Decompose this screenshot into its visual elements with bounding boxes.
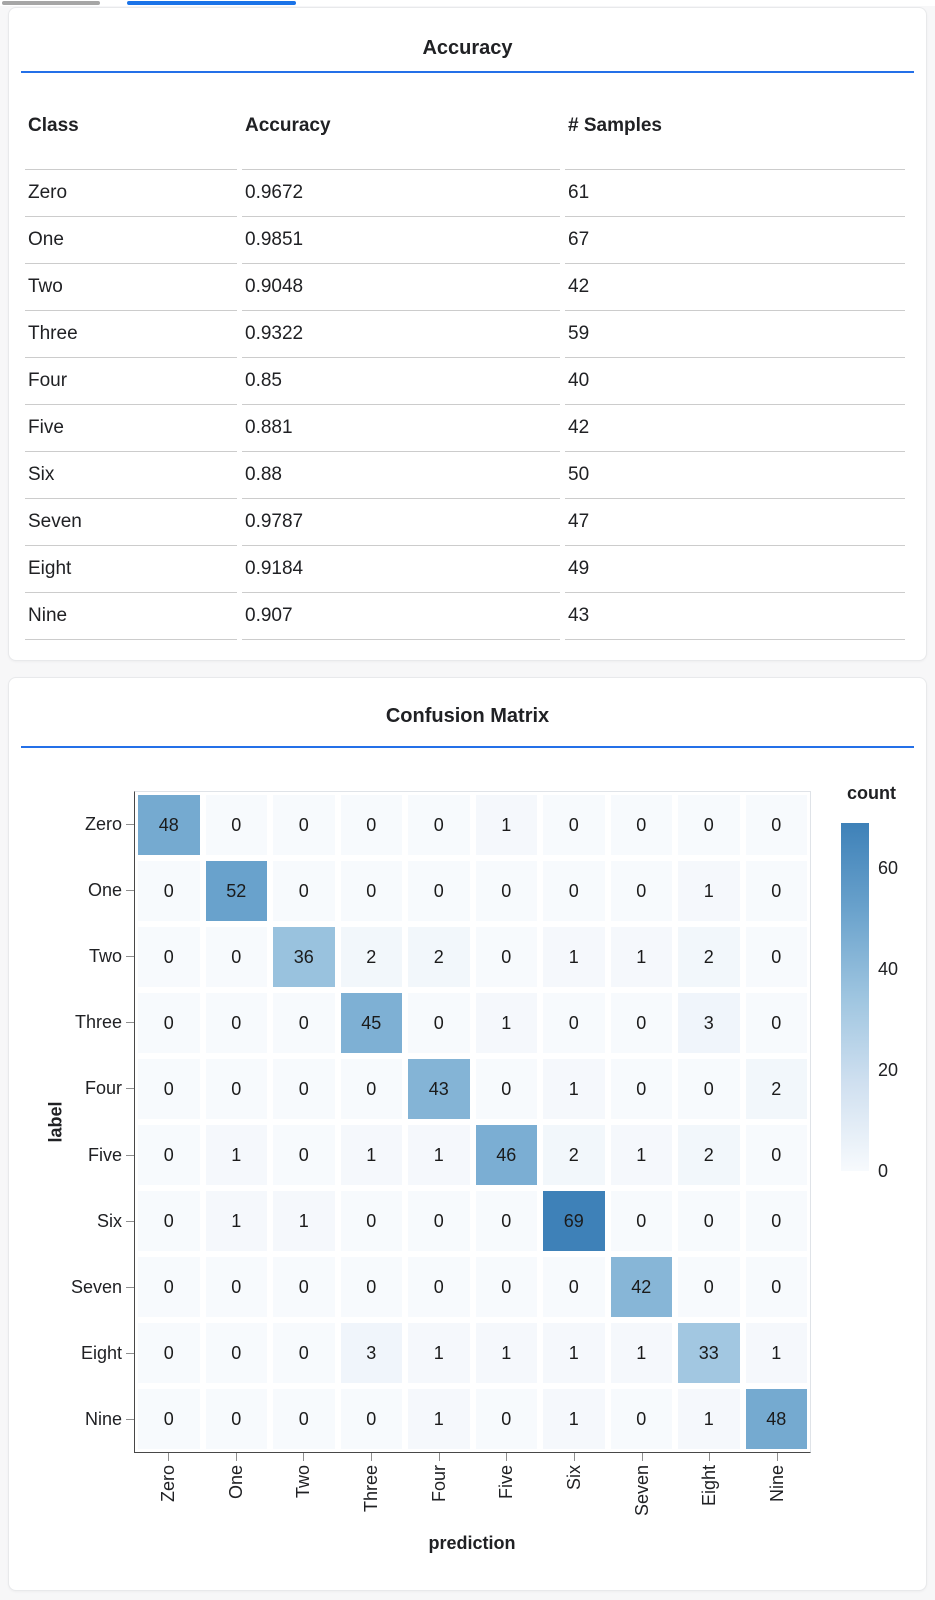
matrix-cell: 0 bbox=[476, 861, 538, 921]
matrix-cell: 46 bbox=[476, 1125, 538, 1185]
matrix-cell: 0 bbox=[273, 1059, 335, 1119]
table-cell: Eight bbox=[25, 546, 237, 593]
table-row bbox=[25, 311, 905, 358]
table-cell: Zero bbox=[25, 170, 237, 217]
column-header: Class bbox=[25, 115, 237, 170]
y-axis-label: Eight bbox=[9, 1343, 134, 1365]
matrix-cell: 2 bbox=[543, 1125, 605, 1185]
table-cell: 61 bbox=[565, 170, 905, 217]
matrix-cell: 0 bbox=[138, 1125, 200, 1185]
matrix-cell: 1 bbox=[476, 795, 538, 855]
x-axis-title: prediction bbox=[428, 1533, 516, 1553]
table-cell: One bbox=[25, 217, 237, 264]
matrix-cell: 0 bbox=[273, 795, 335, 855]
matrix-cell: 0 bbox=[341, 795, 403, 855]
matrix-cell: 0 bbox=[341, 1389, 403, 1449]
table-cell: Three bbox=[25, 311, 237, 358]
matrix-cell: 0 bbox=[543, 861, 605, 921]
x-tick bbox=[574, 1453, 575, 1461]
legend-tick-label: 20 bbox=[878, 1060, 899, 1081]
matrix-cell: 1 bbox=[678, 861, 740, 921]
table-cell: Seven bbox=[25, 499, 237, 546]
matrix-cell: 0 bbox=[408, 795, 470, 855]
matrix-cell: 0 bbox=[678, 1059, 740, 1119]
table-cell: 0.881 bbox=[242, 405, 560, 452]
x-tick bbox=[709, 1453, 710, 1461]
matrix-cell: 1 bbox=[476, 1323, 538, 1383]
matrix-cell: 45 bbox=[341, 993, 403, 1053]
matrix-cell: 1 bbox=[543, 1059, 605, 1119]
confusion-matrix-chart: 48 0 0 0 0 1 0 0 0 0 0 52 0 0 0 0 0 0 1 0 0 0 36 2 2 0 1 1 2 0 0 0 0 45 0 1 0 0 3 0 0 0 0 0 43 0 1 0 0 2 0 1 0 1 1 46 2 1 2 0 0 1 1 0 0 0 69 0 0 0 0 0 0 0 0 0 0 42 0 0 0 0 0 3 1 1 1 1 33 1 0 0 0 0 1 0 1 0 1 48 Zero One Two Three Four Five Six Seven Eight Nine Zero One Two Three Four Five Six Seven Eight Nine label prediction count 60 40 20 0 bbox=[9, 678, 926, 1590]
matrix-cell: 0 bbox=[611, 861, 673, 921]
matrix-cell: 0 bbox=[611, 1389, 673, 1449]
table-row bbox=[25, 546, 905, 593]
matrix-cell: 0 bbox=[341, 861, 403, 921]
table-cell: 0.9322 bbox=[242, 311, 560, 358]
table-cell: Six bbox=[25, 452, 237, 499]
table-row bbox=[25, 264, 905, 311]
matrix-cell: 1 bbox=[408, 1323, 470, 1383]
table-cell: 49 bbox=[565, 546, 905, 593]
matrix-cell: 1 bbox=[273, 1191, 335, 1251]
matrix-cell: 0 bbox=[206, 1389, 268, 1449]
matrix-cell: 0 bbox=[611, 1059, 673, 1119]
confusion-matrix-card bbox=[8, 677, 927, 1591]
table-cell: 42 bbox=[565, 264, 905, 311]
table-cell: 40 bbox=[565, 358, 905, 405]
accuracy-card-title: Accuracy bbox=[422, 37, 513, 59]
table-cell: 50 bbox=[565, 452, 905, 499]
matrix-cell: 1 bbox=[543, 1323, 605, 1383]
matrix-cell: 0 bbox=[746, 1191, 808, 1251]
matrix-cell: 0 bbox=[408, 1257, 470, 1317]
matrix-cell: 69 bbox=[543, 1191, 605, 1251]
matrix-cell: 0 bbox=[611, 1191, 673, 1251]
matrix-cell: 0 bbox=[678, 795, 740, 855]
matrix-cell: 2 bbox=[746, 1059, 808, 1119]
table-cell: 0.85 bbox=[242, 358, 560, 405]
matrix-cell: 0 bbox=[206, 795, 268, 855]
matrix-cell: 0 bbox=[138, 1257, 200, 1317]
matrix-cell: 48 bbox=[746, 1389, 808, 1449]
matrix-cell: 0 bbox=[138, 1323, 200, 1383]
legend-tick-label: 60 bbox=[878, 858, 899, 879]
matrix-cell: 2 bbox=[341, 927, 403, 987]
matrix-cell: 48 bbox=[138, 795, 200, 855]
table-cell: Two bbox=[25, 264, 237, 311]
matrix-cell: 3 bbox=[341, 1323, 403, 1383]
matrix-cell: 0 bbox=[678, 1191, 740, 1251]
y-tick bbox=[126, 1221, 134, 1222]
matrix-cell: 0 bbox=[138, 993, 200, 1053]
legend-tick-label: 40 bbox=[878, 959, 899, 980]
matrix-cell: 0 bbox=[678, 1257, 740, 1317]
matrix-cell: 1 bbox=[678, 1389, 740, 1449]
matrix-cell: 0 bbox=[476, 1389, 538, 1449]
matrix-cell: 42 bbox=[611, 1257, 673, 1317]
y-tick bbox=[126, 1353, 134, 1354]
matrix-cell: 0 bbox=[138, 927, 200, 987]
matrix-cell: 2 bbox=[408, 927, 470, 987]
matrix-cell: 0 bbox=[746, 795, 808, 855]
matrix-cell: 0 bbox=[746, 861, 808, 921]
heatmap-plot-area bbox=[134, 791, 811, 1453]
table-cell: 42 bbox=[565, 405, 905, 452]
matrix-cell: 0 bbox=[408, 993, 470, 1053]
table-cell: Four bbox=[25, 358, 237, 405]
matrix-cell: 0 bbox=[206, 1257, 268, 1317]
table-row bbox=[25, 170, 905, 217]
tab-strip bbox=[0, 0, 935, 6]
column-header: # Samples bbox=[565, 115, 905, 170]
legend-tick-label: 0 bbox=[878, 1161, 889, 1181]
matrix-cell: 0 bbox=[476, 1191, 538, 1251]
matrix-cell: 0 bbox=[273, 1323, 335, 1383]
matrix-cell: 0 bbox=[611, 993, 673, 1053]
matrix-cell: 1 bbox=[341, 1125, 403, 1185]
y-tick bbox=[126, 1419, 134, 1420]
y-axis-label: Five bbox=[9, 1144, 134, 1166]
matrix-cell: 0 bbox=[746, 1257, 808, 1317]
column-header: Accuracy bbox=[242, 115, 560, 170]
table-cell: 0.9851 bbox=[242, 217, 560, 264]
matrix-cell: 0 bbox=[746, 1125, 808, 1185]
matrix-cell: 0 bbox=[341, 1059, 403, 1119]
matrix-cell: 1 bbox=[206, 1191, 268, 1251]
matrix-cell: 0 bbox=[341, 1191, 403, 1251]
x-tick bbox=[439, 1453, 440, 1461]
x-tick bbox=[168, 1453, 169, 1461]
matrix-cell: 1 bbox=[543, 927, 605, 987]
matrix-cell: 0 bbox=[138, 1059, 200, 1119]
matrix-cell: 0 bbox=[273, 1125, 335, 1185]
matrix-cell: 0 bbox=[138, 1191, 200, 1251]
matrix-cell: 0 bbox=[206, 993, 268, 1053]
matrix-cell: 3 bbox=[678, 993, 740, 1053]
table-row bbox=[25, 217, 905, 264]
y-axis-label: Nine bbox=[9, 1409, 134, 1431]
x-tick bbox=[371, 1453, 372, 1461]
y-tick bbox=[126, 1287, 134, 1288]
table-cell: 0.9672 bbox=[242, 170, 560, 217]
accuracy-table bbox=[25, 115, 905, 640]
tab-indicator-inactive[interactable] bbox=[2, 1, 100, 5]
table-cell: 43 bbox=[565, 593, 905, 640]
matrix-cell: 0 bbox=[543, 993, 605, 1053]
y-tick bbox=[126, 824, 134, 825]
y-axis-label: Zero bbox=[9, 813, 134, 835]
matrix-cell: 33 bbox=[678, 1323, 740, 1383]
matrix-cell: 1 bbox=[611, 1125, 673, 1185]
matrix-cell: 0 bbox=[611, 795, 673, 855]
matrix-cell: 1 bbox=[408, 1125, 470, 1185]
y-tick bbox=[126, 1022, 134, 1023]
matrix-cell: 1 bbox=[543, 1389, 605, 1449]
y-tick bbox=[126, 1088, 134, 1089]
matrix-cell: 52 bbox=[206, 861, 268, 921]
table-cell: 0.9184 bbox=[242, 546, 560, 593]
y-tick bbox=[126, 956, 134, 957]
table-cell: Nine bbox=[25, 593, 237, 640]
matrix-cell: 0 bbox=[476, 1059, 538, 1119]
matrix-cell: 1 bbox=[408, 1389, 470, 1449]
matrix-cell: 0 bbox=[273, 1389, 335, 1449]
table-row bbox=[25, 593, 905, 640]
matrix-cell: 2 bbox=[678, 1125, 740, 1185]
matrix-cell: 36 bbox=[273, 927, 335, 987]
legend-title: count bbox=[847, 783, 896, 803]
table-cell: 59 bbox=[565, 311, 905, 358]
y-axis-label: Seven bbox=[9, 1277, 134, 1299]
matrix-cell: 0 bbox=[138, 1389, 200, 1449]
matrix-cell: 0 bbox=[408, 861, 470, 921]
table-cell: 47 bbox=[565, 499, 905, 546]
table-row bbox=[25, 405, 905, 452]
legend-gradient-bar bbox=[841, 823, 869, 1171]
x-tick bbox=[236, 1453, 237, 1461]
x-tick bbox=[642, 1453, 643, 1461]
y-axis-label: Two bbox=[9, 946, 134, 968]
matrix-cell: 0 bbox=[746, 993, 808, 1053]
matrix-cell: 0 bbox=[206, 1059, 268, 1119]
y-axis-label: Three bbox=[9, 1012, 134, 1034]
x-tick bbox=[506, 1453, 507, 1461]
confusion-card-title: Confusion Matrix bbox=[385, 705, 550, 727]
matrix-cell: 1 bbox=[206, 1125, 268, 1185]
matrix-cell: 0 bbox=[273, 1257, 335, 1317]
matrix-cell: 1 bbox=[611, 1323, 673, 1383]
y-axis-label: One bbox=[9, 879, 134, 901]
table-cell: 0.9787 bbox=[242, 499, 560, 546]
matrix-cell: 0 bbox=[746, 927, 808, 987]
matrix-cell: 2 bbox=[678, 927, 740, 987]
table-row bbox=[25, 452, 905, 499]
matrix-cell: 0 bbox=[476, 927, 538, 987]
matrix-cell: 1 bbox=[611, 927, 673, 987]
table-cell: 0.9048 bbox=[242, 264, 560, 311]
matrix-cell: 0 bbox=[138, 861, 200, 921]
table-cell: 0.88 bbox=[242, 452, 560, 499]
matrix-cell: 0 bbox=[476, 1257, 538, 1317]
y-axis-label: Four bbox=[9, 1078, 134, 1100]
x-tick bbox=[303, 1453, 304, 1461]
matrix-cell: 0 bbox=[341, 1257, 403, 1317]
matrix-cell: 0 bbox=[273, 993, 335, 1053]
matrix-cell: 0 bbox=[543, 1257, 605, 1317]
matrix-cell: 0 bbox=[206, 1323, 268, 1383]
y-axis-label: Six bbox=[9, 1210, 134, 1232]
matrix-cell: 43 bbox=[408, 1059, 470, 1119]
matrix-cell: 0 bbox=[206, 927, 268, 987]
accuracy-title-underline bbox=[21, 71, 914, 73]
matrix-cell: 1 bbox=[476, 993, 538, 1053]
matrix-cell: 0 bbox=[543, 795, 605, 855]
table-row bbox=[25, 499, 905, 546]
accuracy-card bbox=[8, 7, 927, 661]
table-cell: 0.907 bbox=[242, 593, 560, 640]
x-tick bbox=[777, 1453, 778, 1461]
accuracy-table-header-row bbox=[25, 115, 905, 170]
y-tick bbox=[126, 1155, 134, 1156]
y-tick bbox=[126, 890, 134, 891]
matrix-cell: 0 bbox=[408, 1191, 470, 1251]
tab-indicator-active[interactable] bbox=[127, 1, 296, 5]
table-cell: Five bbox=[25, 405, 237, 452]
table-row bbox=[25, 358, 905, 405]
matrix-cell: 1 bbox=[746, 1323, 808, 1383]
table-cell: 67 bbox=[565, 217, 905, 264]
matrix-cell: 0 bbox=[273, 861, 335, 921]
